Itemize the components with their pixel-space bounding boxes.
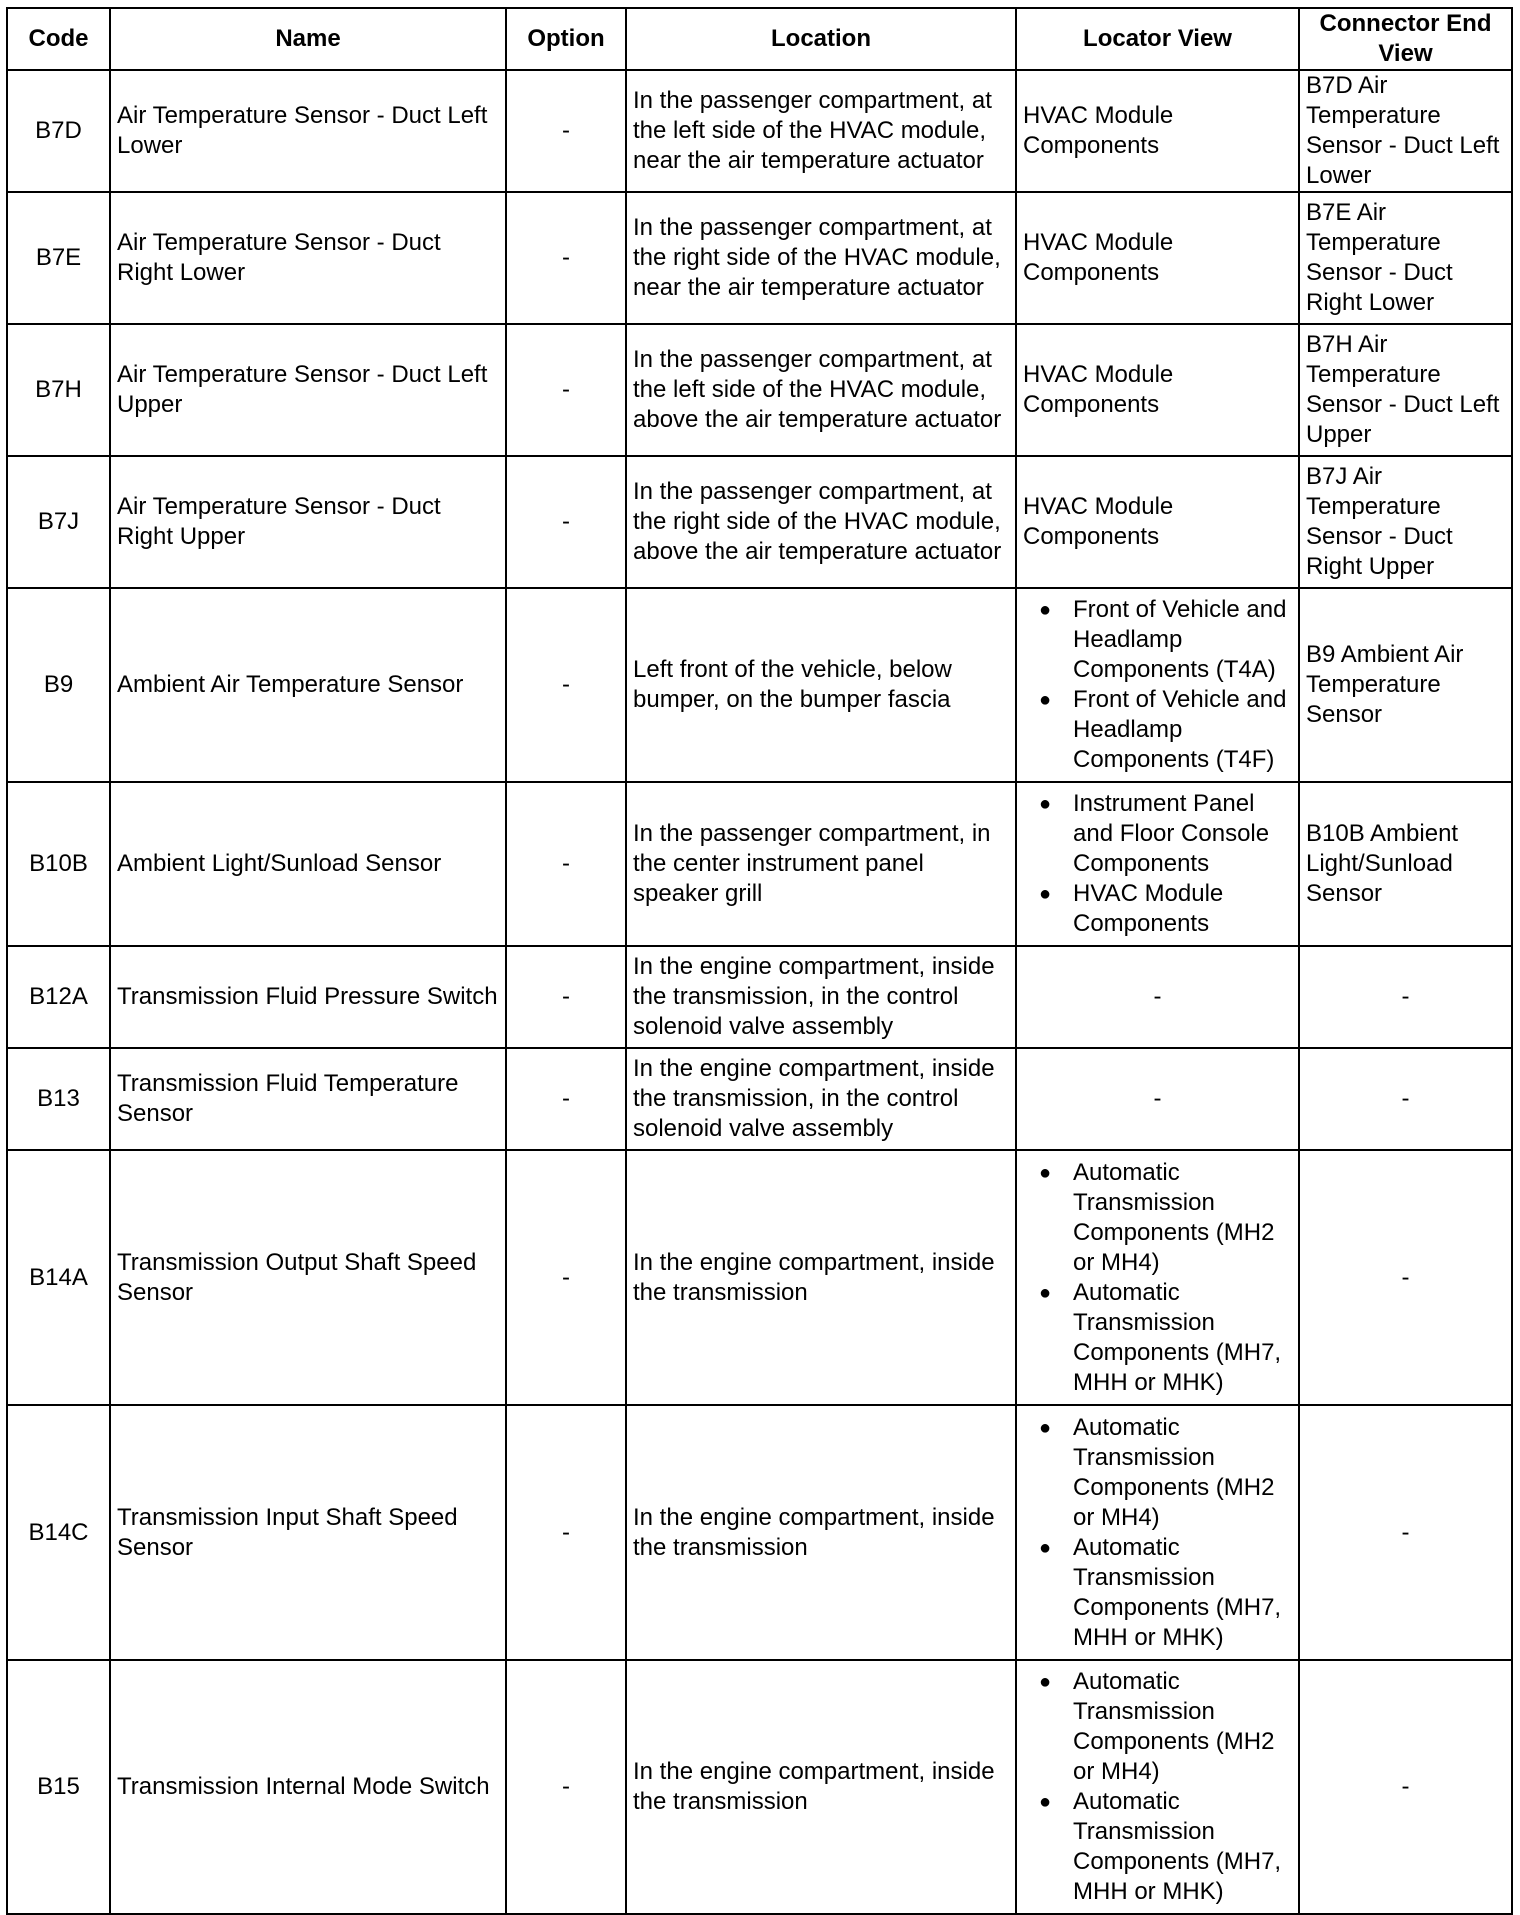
cell-name: Air Temperature Sensor - Duct Left Upper xyxy=(110,324,506,456)
locator-list xyxy=(1023,789,1292,939)
cell-name: Transmission Output Shaft Speed Sensor xyxy=(110,1150,506,1405)
cell-locator-view xyxy=(1016,1660,1299,1914)
locator-list xyxy=(1023,1667,1292,1907)
cell-connector-end-view: - xyxy=(1299,946,1512,1048)
cell-location: In the engine compartment, inside the transmission xyxy=(626,1150,1016,1405)
cell-code: B7E xyxy=(7,192,110,324)
cell-option: - xyxy=(506,456,626,588)
cell-name: Transmission Input Shaft Speed Sensor xyxy=(110,1405,506,1660)
cell-locator-view: HVAC Module Components xyxy=(1016,70,1299,192)
cell-name: Ambient Light/Sunload Sensor xyxy=(110,782,506,946)
cell-locator-view: HVAC Module Components xyxy=(1016,456,1299,588)
cell-option: - xyxy=(506,1048,626,1150)
locator-list-item: ● Automatic Transmission Components (MH7, MHH or MHK) xyxy=(1023,1278,1292,1398)
header-name: Name xyxy=(110,8,506,70)
locator-list xyxy=(1023,1413,1292,1653)
cell-locator-view xyxy=(1016,1405,1299,1660)
cell-name: Air Temperature Sensor - Duct Left Lower xyxy=(110,70,506,192)
cell-locator-view: HVAC Module Components xyxy=(1016,324,1299,456)
cell-connector-end-view: B7E Air Temperature Sensor - Duct Right Lower xyxy=(1299,192,1512,324)
cell-location: In the engine compartment, inside the transmission xyxy=(626,1405,1016,1660)
locator-list xyxy=(1023,595,1292,775)
cell-code: B14A xyxy=(7,1150,110,1405)
cell-code: B7D xyxy=(7,70,110,192)
cell-location: In the passenger compartment, at the right side of the HVAC module, above the air temperature actuator xyxy=(626,456,1016,588)
cell-location: In the passenger compartment, at the left side of the HVAC module, above the air temperature actuator xyxy=(626,324,1016,456)
table-row xyxy=(7,324,1512,456)
header-location: Location xyxy=(626,8,1016,70)
table-row xyxy=(7,946,1512,1048)
locator-list-item: ● Instrument Panel and Floor Console Components xyxy=(1023,789,1292,879)
cell-option: - xyxy=(506,192,626,324)
cell-code: B13 xyxy=(7,1048,110,1150)
locator-list-item: ● Automatic Transmission Components (MH2 or MH4) xyxy=(1023,1158,1292,1278)
cell-connector-end-view: B10B Ambient Light/Sunload Sensor xyxy=(1299,782,1512,946)
cell-locator-view: HVAC Module Components xyxy=(1016,192,1299,324)
cell-locator-view xyxy=(1016,588,1299,782)
table-row xyxy=(7,456,1512,588)
cell-locator-view: - xyxy=(1016,946,1299,1048)
cell-location: In the engine compartment, inside the transmission, in the control solenoid valve assembly xyxy=(626,946,1016,1048)
table-row xyxy=(7,588,1512,782)
table-row xyxy=(7,1660,1512,1914)
table-row xyxy=(7,782,1512,946)
cell-name: Transmission Fluid Pressure Switch xyxy=(110,946,506,1048)
locator-list-item: ● Automatic Transmission Components (MH7, MHH or MHK) xyxy=(1023,1787,1292,1907)
cell-name: Air Temperature Sensor - Duct Right Upper xyxy=(110,456,506,588)
table-row xyxy=(7,70,1512,192)
cell-option: - xyxy=(506,70,626,192)
cell-connector-end-view: - xyxy=(1299,1405,1512,1660)
cell-code: B10B xyxy=(7,782,110,946)
component-locator-table xyxy=(6,7,1513,1915)
cell-option: - xyxy=(506,324,626,456)
header-option: Option xyxy=(506,8,626,70)
locator-list-item: ● HVAC Module Components xyxy=(1023,879,1292,939)
cell-option: - xyxy=(506,946,626,1048)
locator-list-item: ● Front of Vehicle and Headlamp Components (T4F) xyxy=(1023,685,1292,775)
cell-connector-end-view: B7J Air Temperature Sensor - Duct Right Upper xyxy=(1299,456,1512,588)
locator-list-item: ● Automatic Transmission Components (MH7, MHH or MHK) xyxy=(1023,1533,1292,1653)
cell-name: Transmission Internal Mode Switch xyxy=(110,1660,506,1914)
cell-location: In the passenger compartment, at the right side of the HVAC module, near the air temperature actuator xyxy=(626,192,1016,324)
cell-connector-end-view: B9 Ambient Air Temperature Sensor xyxy=(1299,588,1512,782)
cell-code: B14C xyxy=(7,1405,110,1660)
cell-code: B7H xyxy=(7,324,110,456)
cell-locator-view xyxy=(1016,782,1299,946)
cell-connector-end-view: - xyxy=(1299,1660,1512,1914)
cell-location: In the engine compartment, inside the transmission, in the control solenoid valve assembly xyxy=(626,1048,1016,1150)
cell-option: - xyxy=(506,782,626,946)
cell-location: In the engine compartment, inside the transmission xyxy=(626,1660,1016,1914)
table-row xyxy=(7,1405,1512,1660)
cell-code: B7J xyxy=(7,456,110,588)
cell-location: In the passenger compartment, at the left side of the HVAC module, near the air temperature actuator xyxy=(626,70,1016,192)
cell-name: Ambient Air Temperature Sensor xyxy=(110,588,506,782)
header-connector-end-view: Connector End View xyxy=(1299,8,1512,70)
locator-list-item: ● Front of Vehicle and Headlamp Components (T4A) xyxy=(1023,595,1292,685)
cell-name: Air Temperature Sensor - Duct Right Lower xyxy=(110,192,506,324)
cell-option: - xyxy=(506,1405,626,1660)
header-code: Code xyxy=(7,8,110,70)
table-row xyxy=(7,192,1512,324)
cell-option: - xyxy=(506,1150,626,1405)
locator-list-item: ● Automatic Transmission Components (MH2 or MH4) xyxy=(1023,1413,1292,1533)
table-row xyxy=(7,1048,1512,1150)
table-row xyxy=(7,1150,1512,1405)
locator-list xyxy=(1023,1158,1292,1398)
header-locator-view: Locator View xyxy=(1016,8,1299,70)
cell-connector-end-view: - xyxy=(1299,1048,1512,1150)
cell-locator-view: - xyxy=(1016,1048,1299,1150)
cell-connector-end-view: B7D Air Temperature Sensor - Duct Left Lower xyxy=(1299,70,1512,192)
cell-code: B12A xyxy=(7,946,110,1048)
cell-option: - xyxy=(506,588,626,782)
table-header-row xyxy=(7,8,1512,70)
cell-code: B15 xyxy=(7,1660,110,1914)
cell-name: Transmission Fluid Temperature Sensor xyxy=(110,1048,506,1150)
cell-connector-end-view: B7H Air Temperature Sensor - Duct Left Upper xyxy=(1299,324,1512,456)
cell-option: - xyxy=(506,1660,626,1914)
table-body xyxy=(7,70,1512,1914)
cell-code: B9 xyxy=(7,588,110,782)
cell-connector-end-view: - xyxy=(1299,1150,1512,1405)
cell-location: Left front of the vehicle, below bumper, on the bumper fascia xyxy=(626,588,1016,782)
cell-location: In the passenger compartment, in the center instrument panel speaker grill xyxy=(626,782,1016,946)
cell-locator-view xyxy=(1016,1150,1299,1405)
locator-list-item: ● Automatic Transmission Components (MH2 or MH4) xyxy=(1023,1667,1292,1787)
